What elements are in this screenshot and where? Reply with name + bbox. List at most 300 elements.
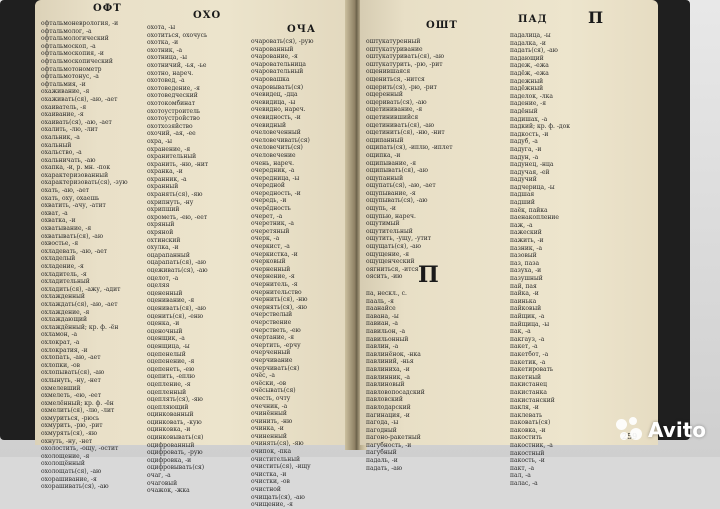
dictionary-entry: павлиновый [366, 381, 405, 389]
dictionary-entry: охтинский [147, 236, 181, 244]
dictionary-entry: павлодарский [366, 403, 411, 411]
dictionary-entry: охряной [147, 229, 174, 237]
dictionary-entry: охрометь, -ею, -еет [147, 213, 208, 221]
dictionary-entry: охватывать(ся), -аю [41, 232, 104, 240]
dictionary-entry: павиан, -а [366, 320, 398, 328]
dictionary-entry: очертание, -я [251, 334, 295, 342]
dictionary-entry: очеретник, -а [251, 220, 295, 228]
dictionary-entry: охлократ, -а [41, 338, 80, 346]
dictionary-entry: охладевать, -аю, -ает [41, 247, 108, 255]
dictionary-entry: охранка, -и [147, 168, 183, 176]
dictionary-entry: павлинник, -а [366, 373, 410, 381]
dictionary-entry: оштукатуривать(ся), -аю [366, 53, 445, 61]
dictionary-entry: очистка, -и [251, 470, 287, 478]
dictionary-entry: очередник, -а [251, 167, 295, 175]
dictionary-entry: охлаждение, -я [41, 308, 90, 316]
dictionary-entry: очерет, -а [251, 212, 283, 220]
dictionary-entry: очечник, -а [251, 402, 288, 410]
dictionary-entry: очернение, -я [251, 273, 295, 281]
dictionary-entry: падун, -а [510, 153, 539, 161]
dictionary-entry: пакгауз, -а [510, 335, 545, 343]
dictionary-entry: очёсывать(ся) [251, 387, 296, 395]
dictionary-entry: пазуха, -и [510, 267, 542, 275]
dictionary-entry: очерчивать(ся) [251, 364, 300, 372]
dictionary-entry: охотоустроитель [147, 107, 201, 115]
dictionary-entry: оценщица, -ы [147, 342, 190, 350]
dictionary-entry: очищение, -я [251, 501, 293, 509]
dictionary-entry: паделок, -лка [510, 92, 553, 100]
dictionary-entry: очевидица, -ы [251, 98, 296, 106]
dictionary-entry: охлаждать(ся), -аю, -ает [41, 300, 118, 308]
dictionary-entry: пагинация, -и [366, 411, 410, 419]
dictionary-entry: очеркистка, -и [251, 250, 298, 258]
dictionary-entry: очаровательный [251, 68, 304, 76]
dictionary-entry: очернять(ся), -яю [251, 303, 308, 311]
dictionary-entry: охладелый [41, 255, 76, 263]
dictionary-entry: очёски, -ов [251, 379, 287, 387]
dictionary-entry: охлопки, -ов [41, 361, 80, 369]
right-column-2 [510, 32, 630, 488]
dictionary-entry: оцепляющий [147, 403, 189, 411]
watermark-text: Avito [648, 418, 706, 442]
left-column-2 [147, 24, 245, 495]
dictionary-entry: очистки, -ов [251, 478, 290, 486]
dictionary-entry: паж, -а [510, 221, 533, 229]
dictionary-entry: очевидец, -дца [251, 91, 298, 99]
dictionary-entry: ощупью, нареч. [366, 212, 416, 220]
dictionary-entry: падуб, -а [510, 138, 538, 146]
dictionary-entry: ощетинить(ся), -ню, -нит [366, 129, 445, 137]
dictionary-entry: охарактеризованный [41, 171, 109, 179]
dictionary-entry: охальник, -а [41, 133, 80, 141]
dictionary-entry: очевидный [251, 121, 286, 129]
dictionary-entry: пай, пая [510, 282, 537, 290]
dictionary-entry: очертить, -ерчу [251, 341, 301, 349]
dictionary-entry: па, нескл., с. [366, 290, 407, 297]
dictionary-entry: оцелот, -а [147, 274, 179, 282]
right-header-1: ОШТ [426, 20, 458, 31]
dictionary-entry: охлаждённый; кр. ф. -ён [41, 323, 119, 331]
dictionary-entry: очень, нареч. [251, 159, 295, 167]
dictionary-entry: оштукатуривание [366, 45, 423, 53]
left-header-2: ОХО [193, 10, 222, 21]
dictionary-entry: офтальмологический [41, 35, 109, 43]
dictionary-entry: пакостный [510, 449, 545, 457]
dictionary-entry: офтальмоскоп, -а [41, 42, 96, 50]
dictionary-entry: оцепить, -еплю [147, 373, 196, 381]
dictionary-entry: оцинковать, -кую [147, 418, 202, 426]
dictionary-entry: падучая, -ей [510, 168, 550, 176]
dictionary-entry: пайщица, -ы [510, 320, 550, 328]
avito-watermark [616, 417, 706, 443]
dictionary-entry: ощупанный [366, 174, 404, 182]
dictionary-entry: охмуриться, -рюсь [41, 414, 100, 422]
dictionary-entry: падаль, -и [366, 457, 398, 465]
dictionary-entry: охотник, -а [147, 46, 183, 54]
dictionary-entry: паклевать [510, 411, 543, 419]
dictionary-entry: охватывание, -я [41, 225, 92, 233]
dictionary-entry: охотница, -ы [147, 54, 187, 62]
dictionary-entry: ощенившаяся [366, 68, 411, 76]
dictionary-entry: палас, -а [510, 480, 538, 488]
dictionary-entry: охмелевший [41, 384, 81, 392]
dictionary-entry: пакт, -а [510, 464, 535, 472]
dictionary-entry: очажок, -жка [147, 487, 190, 495]
dictionary-entry: павлин, -а [366, 343, 399, 351]
dictionary-entry: пакетбот, -а [510, 350, 549, 358]
dictionary-entry: охота, -ы [147, 24, 176, 31]
dictionary-entry: охотиться, охочусь [147, 31, 208, 39]
dictionary-entry: очипок, -пка [251, 448, 292, 456]
dictionary-entry: оценить(ся), -еню [147, 312, 204, 320]
dictionary-entry: охмелить(ся), -лю, -лит [41, 407, 115, 415]
dictionary-entry: пал, -а [510, 472, 531, 480]
right-column-1 [366, 38, 484, 281]
dictionary-entry: охаиватель, -я [41, 103, 87, 111]
dictionary-entry: паенакопление [510, 214, 559, 222]
dictionary-entry: пакля, -и [510, 404, 539, 412]
dictionary-entry: пайка, -и [510, 290, 539, 298]
dictionary-entry: охотка, -и [147, 39, 179, 47]
dictionary-entry: охлынуть, -ну, -нет [41, 376, 101, 384]
dictionary-entry: падшая [510, 191, 535, 199]
dictionary-entry: ощетинившийся [366, 113, 419, 121]
dictionary-entry: охолощение, -я [41, 452, 90, 460]
dictionary-entry: очистить(ся), -ищу [251, 463, 311, 471]
dictionary-entry: охладительный [41, 278, 90, 286]
left-column-3 [251, 38, 349, 509]
dictionary-entry: ощерить(ся), -рю, -рит [366, 83, 437, 91]
dictionary-entry: ощипать(ся), -иплю, -иплет [366, 144, 453, 152]
dictionary-entry: охальство, -а [41, 149, 82, 157]
dictionary-entry: ощутить, -ущу, -утит [366, 235, 432, 243]
dictionary-entry: пакетный [510, 373, 541, 381]
dictionary-entry: охорашивание, -я [41, 475, 97, 483]
dictionary-entry: оцифровывать(ся) [147, 464, 205, 472]
dictionary-entry: павана, -ы [366, 312, 399, 320]
dictionary-entry: охапка, -и, р. мн. -пок [41, 164, 111, 172]
dictionary-entry: очередница, -ы [251, 174, 300, 182]
dictionary-entry: падать, -аю [366, 464, 403, 472]
dictionary-entry: офтальмоскопия, -и [41, 50, 104, 58]
dictionary-entry: охнуть, -ну, -нет [41, 437, 93, 445]
dictionary-entry: пагодный [366, 426, 397, 434]
dictionary-entry: очеркист, -а [251, 243, 290, 251]
dictionary-entry: падчерица, -ы [510, 183, 555, 191]
right-column-1-continued [366, 290, 484, 472]
dictionary-entry: очерствение [251, 318, 292, 326]
dictionary-entry: очиненный [251, 432, 287, 440]
dictionary-entry: очернитель, -я [251, 281, 298, 288]
dictionary-entry: охрипший [147, 206, 180, 214]
dictionary-entry: охорашивать(ся), -аю [41, 483, 109, 491]
dictionary-entry: паинька [510, 297, 537, 305]
dictionary-entry: падунец, -нца [510, 161, 554, 169]
dictionary-entry: оцифрованный [147, 441, 195, 449]
dictionary-entry: охранник, -а [147, 175, 187, 183]
dictionary-entry: охватка, -и [41, 217, 76, 225]
dictionary-entry: паанайсе [366, 305, 396, 313]
dictionary-entry: ощипанный [366, 136, 404, 144]
dictionary-entry: очеловечение [251, 151, 296, 159]
dictionary-entry: ощетинивание, -я [366, 106, 423, 114]
dictionary-entry: охотокомбинат [147, 99, 196, 107]
dictionary-entry: охлаждающий [41, 316, 87, 324]
dictionary-entry: оцеплять(ся), -яю [147, 396, 203, 404]
dictionary-entry: павловопосадский [366, 388, 425, 396]
dictionary-entry: паёк, пайка [510, 206, 548, 214]
dictionary-entry: очерстветь, -ею [251, 326, 301, 334]
dictionary-entry: оценивание, -я [147, 297, 195, 305]
dictionary-entry: охлопать, -аю, -ает [41, 354, 101, 362]
dictionary-entry: падучий [510, 176, 537, 184]
dictionary-entry: оягниться, -ится [366, 265, 419, 273]
dictionary-entry: очередь, -и [251, 197, 287, 205]
dictionary-entry: падать(ся), -аю [510, 47, 558, 55]
dictionary-entry: охряный [147, 221, 175, 229]
dictionary-entry: очистной [251, 486, 281, 494]
dictionary-entry: очередной [251, 182, 285, 190]
dictionary-entry: очевидно, нареч. [251, 106, 306, 114]
dictionary-entry: очаровывать(ся) [251, 83, 304, 91]
dictionary-entry: охват, -а [41, 209, 68, 217]
dictionary-entry: оцепенение, -я [147, 358, 195, 366]
dictionary-entry: охать, оху, охаешь [41, 194, 100, 202]
dictionary-entry: охулка, -и [147, 244, 179, 252]
dictionary-entry: оцепление, -я [147, 380, 191, 388]
dictionary-entry: оцинкованный [147, 411, 194, 419]
dictionary-entry: офтальмотонометр [41, 65, 102, 73]
dictionary-entry: охвостье, -я [41, 240, 79, 248]
dictionary-entry: охаивать(ся), -аю, -ает [41, 118, 112, 126]
dictionary-entry: ощипывать(ся), -аю [366, 167, 428, 175]
dictionary-entry: охотоведческий [147, 92, 198, 100]
dictionary-entry: очинённый [251, 410, 287, 418]
dictionary-entry: пазушный [510, 275, 543, 282]
dictionary-entry: очеловеченный [251, 129, 301, 137]
dictionary-entry: ощущение, -я [366, 250, 410, 258]
dictionary-entry: охрипнуть, -ну [147, 198, 194, 206]
dictionary-entry: охотоведение, -я [147, 84, 200, 92]
dictionary-entry: пагубность, -и [366, 441, 412, 449]
dictionary-entry: охламон, -а [41, 331, 78, 339]
dictionary-entry: паковать(ся) [510, 419, 551, 427]
dictionary-entry: охмелеть, -ею, -еет [41, 392, 102, 400]
dictionary-entry: оцепенеть, -ею [147, 365, 195, 373]
dictionary-entry: пакостить [510, 434, 543, 442]
dictionary-entry: охладитель, -я [41, 270, 87, 278]
dictionary-entry: оценщик, -а [147, 335, 185, 343]
dictionary-entry: охаживание, -я [41, 88, 90, 96]
dictionary-entry: охолостить, -ощу, -остит [41, 445, 119, 453]
dictionary-entry: офтальмоневрология, -и [41, 20, 119, 27]
dictionary-entry: пакетировать [510, 366, 554, 374]
dictionary-entry: пакостник, -а [510, 442, 553, 450]
dictionary-entry: ощипывание, -я [366, 159, 417, 167]
dictionary-entry: очерк, -а [251, 235, 280, 243]
dictionary-entry: очарованный [251, 45, 294, 53]
left-column-1 [41, 20, 141, 491]
dictionary-entry: ощущать(ся), -аю [366, 243, 421, 251]
dictionary-entry: охранить, -ню, -нит [147, 160, 209, 168]
dictionary-entry: оясить, -ию [366, 273, 403, 281]
dictionary-entry: оценивать(ся), -аю [147, 304, 207, 312]
dictionary-entry: охра, -ы [147, 137, 173, 145]
dictionary-entry: падкий; кр. ф. -док [510, 123, 570, 131]
dictionary-entry: пакость, -и [510, 457, 545, 465]
avito-logo-icon [616, 417, 642, 443]
dictionary-entry: охранять(ся), -яю [147, 191, 203, 199]
dictionary-entry: павловский [366, 396, 403, 404]
dictionary-entry: падалка, -и [510, 39, 546, 47]
dictionary-entry: падение, -я [510, 100, 546, 108]
dictionary-entry: охлопывать(ся), -аю [41, 369, 105, 377]
dictionary-entry: падёжный [510, 85, 544, 93]
dictionary-entry: ощутительный [366, 227, 413, 235]
dictionary-entry: охотовед, -а [147, 77, 185, 85]
dictionary-entry: очесть, очту [251, 394, 291, 402]
dictionary-entry: павильонный [366, 335, 409, 343]
dictionary-entry: ощупать(ся), -аю, -ает [366, 182, 436, 190]
dictionary-entry: пагода, -ы [366, 419, 399, 427]
dictionary-entry: очёс, -а [251, 372, 275, 380]
dictionary-entry: падкость, -и [510, 130, 549, 138]
dictionary-entry: оцифровка, -и [147, 456, 192, 464]
dictionary-entry: офтальмия, -и [41, 80, 86, 88]
dictionary-entry: охотхозяйство [147, 122, 193, 130]
dictionary-entry: очерчивание [251, 356, 293, 364]
dictionary-entry: ощупь, -и [366, 205, 396, 213]
dictionary-entry: оцепенелый [147, 350, 186, 358]
dictionary-entry: оцеживать(ся), -аю [147, 267, 208, 274]
dictionary-entry: охладить(ся), -ажу, -адит [41, 285, 121, 293]
dictionary-entry: очаровать(ся), -рую [251, 38, 314, 45]
dictionary-entry: очарование, -я [251, 53, 298, 61]
dictionary-entry: павильон, -а [366, 327, 406, 335]
dictionary-entry: пазовый [510, 252, 537, 260]
dictionary-entry: охлократия, -и [41, 346, 88, 354]
dictionary-entry: очередность, -и [251, 189, 301, 197]
dictionary-entry: оштукатуренный [366, 38, 421, 45]
dictionary-entry: офтальмоскопический [41, 57, 113, 65]
dictionary-entry: ощупывать(ся), -аю [366, 197, 428, 205]
dictionary-entry: ощеривать(ся), -аю [366, 98, 427, 106]
dictionary-entry: охотничий, -ья, -ье [147, 61, 207, 69]
dictionary-entry: очинять(ся), -яю [251, 440, 304, 448]
dictionary-entry: оцинковка, -и [147, 426, 191, 434]
dictionary-entry: очистительный [251, 455, 300, 463]
dictionary-entry: пагоно-ракетный [366, 434, 421, 442]
dictionary-entry: оцарапанный [147, 251, 190, 259]
dictionary-entry: паз, паза [510, 259, 540, 267]
dictionary-entry: очерковый [251, 258, 286, 266]
dictionary-entry: очерченный [251, 349, 291, 357]
dictionary-entry: охаивание, -я [41, 111, 84, 119]
dictionary-entry: падежный [510, 77, 544, 85]
dictionary-entry: оцепленный [147, 388, 187, 396]
dictionary-entry: пакетик, -а [510, 358, 546, 366]
dictionary-entry: охранный [147, 183, 179, 191]
dictionary-entry: ощениться, -нится [366, 75, 425, 83]
dictionary-entry: оценка, -и [147, 320, 180, 328]
dictionary-entry: ощутимый [366, 220, 400, 228]
dictionary-entry: охолощать(ся), -аю [41, 468, 102, 476]
dictionary-entry: очаровательница [251, 60, 306, 68]
dictionary-entry: павлиниха, -и [366, 365, 410, 373]
dictionary-entry: охмурять(ся), -яю [41, 430, 98, 438]
dictionary-entry: очернительство [251, 288, 302, 296]
left-page [35, 0, 353, 509]
dictionary-entry: пакистанец [510, 381, 547, 389]
dictionary-entry: падший [510, 199, 535, 207]
dictionary-entry: очищать(ся), -аю [251, 493, 305, 501]
dictionary-entry: оценочный [147, 327, 183, 335]
dictionary-entry: пайщик, -а [510, 312, 545, 320]
dictionary-entry: очаговый [147, 479, 178, 487]
dictionary-entry: пакистанский [510, 396, 555, 404]
dictionary-entry: охальничать, -аю [41, 156, 96, 164]
dictionary-entry: пажеский [510, 229, 542, 237]
dictionary-entry: ощупывание, -я [366, 189, 416, 197]
dictionary-entry: очерненный [251, 265, 291, 273]
dictionary-entry: падёный [510, 107, 538, 115]
dictionary-entry: оцифровать, -рую [147, 449, 203, 457]
right-header-3: П [588, 8, 605, 27]
dictionary-entry: охмурить, -рю, -рит [41, 422, 103, 430]
dictionary-entry: падишах, -а [510, 115, 548, 123]
dictionary-entry: оцинковывать(ся) [147, 434, 204, 442]
dictionary-entry: охранение, -я [147, 145, 191, 153]
dictionary-entry: охолощённый [41, 460, 85, 468]
dictionary-entry: павлинёнок, -нка [366, 350, 421, 358]
dictionary-entry: паковка, -и [510, 426, 546, 434]
dictionary-entry: пажить, -и [510, 237, 544, 245]
dictionary-entry: павлиний, -нья [366, 358, 414, 366]
dictionary-entry: охочий, -ая, -ее [147, 130, 196, 138]
dictionary-entry: падуга, -и [510, 145, 542, 153]
dictionary-entry: очаровашка [251, 75, 290, 83]
dictionary-entry: очернить(ся), -ню [251, 296, 308, 304]
dictionary-entry: охалить, -лю, -лит [41, 126, 98, 134]
dictionary-entry: охальный [41, 141, 72, 149]
dictionary-entry: падающий [510, 54, 544, 62]
dictionary-entry: оцарапать(ся), -аю [147, 259, 207, 267]
dictionary-entry: очеловечивать(ся) [251, 136, 310, 144]
dictionary-entry: охранительный [147, 153, 197, 161]
dictionary-entry: очевидность, -и [251, 113, 301, 121]
dictionary-entry: ощетинивать(ся), -аю [366, 121, 435, 129]
dictionary-entry: очинка, -и [251, 425, 284, 433]
section-letter: П [418, 262, 439, 288]
dictionary-entry: охать, -аю, -ает [41, 187, 90, 195]
dictionary-entry: офтальмолог, -а [41, 27, 92, 35]
dictionary-entry: охлажденный [41, 293, 85, 301]
dictionary-entry: очеловечить(ся) [251, 144, 303, 152]
dictionary-entry: очаг, -а [147, 472, 171, 480]
dictionary-entry: ощущенческий [366, 258, 415, 266]
dictionary-entry: ощеренный [366, 91, 403, 99]
dictionary-entry: падёж, -ежа [510, 69, 549, 77]
dictionary-entry: офтальмотонус, -а [41, 73, 99, 81]
dictionary-entry: пааль, -я [366, 297, 394, 305]
dictionary-entry: падеж, -ежа [510, 62, 549, 70]
dictionary-entry: пайковый [510, 305, 542, 313]
dictionary-entry: охарактеризовать(ся), -зую [41, 179, 128, 187]
dictionary-entry: очеретяный [251, 227, 290, 235]
dictionary-entry: охотно, нареч. [147, 69, 194, 77]
dictionary-entry: пакистанка [510, 388, 547, 396]
dictionary-entry: пак, -а [510, 328, 531, 336]
